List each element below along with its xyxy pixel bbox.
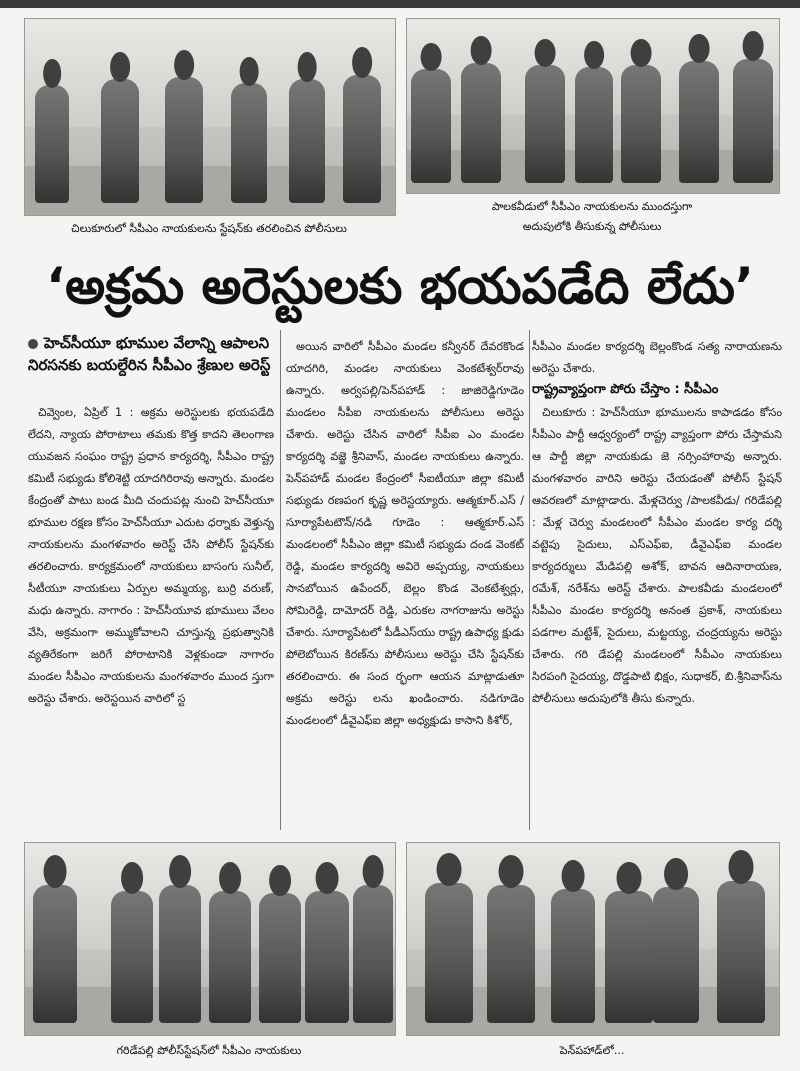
- photo-garidepalli-station: [24, 842, 396, 1036]
- article-column-3-body: [532, 402, 782, 834]
- column-divider-1: [280, 330, 281, 830]
- photo-penpahad: [406, 842, 780, 1036]
- article-column-2: [286, 336, 524, 836]
- article-column-3-top: [532, 336, 782, 380]
- photo2-caption-line2: అదుపులోకి తీసుకున్న పోలీసులు: [522, 220, 662, 233]
- page-headline: ‘అక్రమ అరెస్టులకు భయపడేది లేదు’: [46, 257, 754, 315]
- sub-headline-text: హెచ్‌సీయూ భూముల వేలాన్ని ఆపాలని నిరసనకు బయల్దేరిన సీపీఎం శ్రేణుల అరెస్ట్: [28, 334, 271, 374]
- photo-chilukur-arrest: [24, 18, 396, 216]
- column3-body-text: చిలుకూరు : హెచ్‌సీయూ భూములను కాపాడడం కోసం సీపీఎం పార్టీ ఆధ్వర్యంలో రాష్ట్ర వ్యాప్తంగా పోరు చేస్తామని ఆ పార్టీ జిల్లా నాయకుడు జె నర్సింహారావు అన్నారు. మంగళవారం వారిని అరెస్టు చేయడంతో పోలీస్ స్టేషన్ ఆవరణలో మాట్లాడారు. మేళ్లచెర్వు /పాలకవీడు/ గరిడేపల్లి : మేళ్ల చెర్వు మండలంలో సీపీఎం మండల కార్య దర్శి వట్టెపు సైదులు, ఎస్‌ఎఫ్ఐ, డీవైఎఫ్ఐ మండల కార్యదర్శులు మేడిపల్లి అశోక్, బావన ఆదినారాయణ, రమేశ్, నరేశ్‌ను అరెస్ట్ చేశారు. పాలకవీడు మండలంలో సీపీఎం మండల కార్యదర్శి అనంత ప్రకాశ్, నాయకులు పడగాల మట్టేశ్, సైదులు, మట్టయ్య, చంద్రయ్యను అరెస్టు చేశారు. గరి డేపల్లి మండలంలో సీపీఎం నాయకులు సిరపంగి సైదయ్య, దొడ్డపాటి భిక్షం, సుధాకర్, బి.శ్రీనివాస్‌ను పోలీసులు అదుపులోకి తీసు కున్నారు.: [532, 406, 782, 705]
- article-column-1: [28, 402, 274, 836]
- sub-headline: [28, 332, 276, 376]
- top-bar: [0, 0, 800, 8]
- column3-top-text: సీపీఎం మండల కార్యదర్శి బెల్లంకొండ సత్య నారాయణను అరెస్టు చేశారు.: [532, 340, 782, 375]
- photo4-caption: పెన్‌పహాడ్‌లో...: [559, 1044, 625, 1057]
- bullet-icon: [28, 339, 38, 349]
- column3-heading: రాష్ట్రవ్యాప్తంగా పోరు చేస్తాం : సీపీఎం: [532, 382, 719, 397]
- photo1-caption: చిలుకూరులో సీపీఎం నాయకులను స్టేషన్‌కు తరలించిన పోలీసులు: [71, 222, 347, 235]
- photo-palakaveedu-arrest: [406, 18, 780, 194]
- photo3-caption: గరిడేపల్లి పోలీస్‌స్టేషన్‌లో సీపీఎం నాయకులు: [116, 1044, 302, 1057]
- column2-text: అయిన వారిలో సీపీఎం మండల కన్వీనర్ దేవరకొండ యాదగిరి, మండల నాయకులు వెంకటేశ్వర్‌రావు ఉన్నారు. అర్వపల్లి/పెన్‌పహాడ్ : జాజిరెడ్డిగూడెం మండలం సీపీఐ నాయకులను పోలీసులు అరెస్టు చేశారు. అరెస్టు చేసిన వారిలో సీపీఐ ఎం మండల కార్యదర్శి వజ్జె శ్రీనివాస్, మండల నాయకులు ఉన్నారు. పెన్‌పహాడ్ మండల కేంద్రంలో సీఐటీయూ జిల్లా కమిటీ సభ్యుడు రణపంగ కృష్ణ అరెస్టయ్యారు. ఆత్మకూర్.ఎస్ /సూర్యాపేటటౌన్/నడి గూడెం : ఆత్మకూర్.ఎస్ మండలంలో సీపీఎం జిల్లా కమిటీ సభ్యుడు దండ వెంకట్ రెడ్డి, మండల కార్యదర్శి అవిరె అప్పయ్య, నాయకులు సానబోయిన ఉపేందర్, బెల్లం కొండ వెంకటేశ్వర్లు, సోమిరెడ్డి, దామోదర్ రెడ్డి, ఎరుకల నాగరాజును అరెస్టు చేశారు. సూర్యాపేటలో పీడీఎస్‌యు రాష్ట్ర ఉపాధ్య క్షుడు పోలెబోయిన కిరణ్‌ను పోలీసులు అరెస్టు చేసి స్టేషన్‌కు తరలించారు. ఈ సంద ర్భంగా ఆయన మాట్లాడుతూ అక్రమ అరెస్టు లను ఖండించారు. నడిగూడెం మండలంలో డీవైఎఫ్ఐ జిల్లా అధ్యక్షుడు కాసాని కిశోర్,: [286, 340, 524, 727]
- column-divider-2: [529, 330, 530, 830]
- column1-text: చివ్వెంల, ఏప్రిల్ 1 : అక్రమ అరెస్టులకు భయపడేది లేదని, న్యాయ పోరాటాలు తమకు కొత్త కాదని తెలంగాణ యువజన సంఘం రాష్ట్ర ప్రధాన కార్యదర్శి, సీపీఎం రాష్ట్ర కమిటీ సభ్యుడు కోలిశెట్టి యాదగిరిరావు అన్నారు. మండల కేంద్రంతో పాటు బండ మీది చందుపట్ల నుంచి హెచ్‌సీయూ భూముల రక్షణ కోసం హెచ్‌సీయూ ఎదుట ధర్నాకు వెళ్తున్న నాయకులను మంగళవారం అరెస్ట్ చేసి పోలీస్ స్టేషన్‌కు తరలించారు. కార్యక్రమంలో నాయకులు బాసంగు సునీల్, సీటీయూ నాయకులు ఏర్పుల అమ్మయ్య, బుర్రి వరుణ్, మధు ఉన్నారు. నాగారం : హెచ్‌సీయూవ భూములు వేలం వేసి, అక్రమంగా అమ్ముకోవాలని చూస్తున్న ప్రభుత్వానికి వ్యతిరేకంగా జరిగే పోరాటానికి వెళ్లకుండా నాగారం మండల సీపీఎం నాయకులను మంగళవారం ముంద స్తుగా అరెస్టు చేశారు. అరెస్టయిన వారిలో స్ట: [28, 406, 274, 705]
- photo2-caption-line1: పాలకవీడులో సీపీఎం నాయకులను ముందస్తుగా: [491, 200, 693, 213]
